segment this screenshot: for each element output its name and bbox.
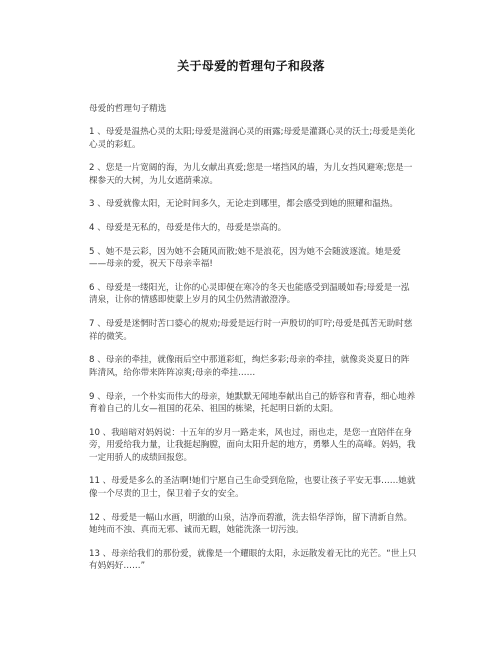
paragraph-3: 3 、母爱就像太阳，无论时间多久，无论走到哪里，都会感受到她的照耀和温热。 [89, 199, 398, 210]
document-body [89, 104, 417, 584]
paragraph-12: 12 、母爱是一幅山水画，明澈的山泉，洁净而碧澈，洗去铅华浮饰，留下清新自然。她纯而不浊、真而无邪、诚而无暇，她能洗涤一切污浊。 [89, 512, 413, 536]
paragraph-10: 10 、我暗暗对妈妈说：十五年的岁月一路走来，风也过，雨也走，是您一直陪伴在身旁，用爱给我力量，让我挺起胸膛，面向太阳升起的地方，勇攀人生的高峰。妈妈，我一定用骄人的成绩回报您。 [89, 427, 416, 463]
paragraph-11: 11 、母爱是多么的圣洁啊!她们宁愿自己生命受到危险，也要让孩子平安无事……她就像一个尽责的卫士，保卫着子女的安全。 [89, 476, 416, 499]
paragraph-5: 5 、她不是云彩，因为她不会随风而散;她不是浪花，因为她不会随波逐流。她是爱——母亲的爱，祝天下母亲幸福! [89, 246, 401, 270]
paragraph-2: 2 、您是一片宽阔的海，为儿女献出真爱;您是一堵挡风的墙，为儿女挡风避寒;您是一棵参天的大树，为儿女遮荫乘凉。 [89, 163, 413, 186]
paragraph-7: 7 、母爱是迷惘时苦口婆心的规劝;母爱是远行时一声殷切的叮咛;母爱是孤苦无助时慈祥的微笑。 [89, 319, 413, 342]
paragraph-1: 1 、母爱是温热心灵的太阳;母爱是滋润心灵的雨露;母爱是灌溉心灵的沃土;母爱是美化心灵的彩虹。 [89, 127, 416, 150]
document-title: 关于母爱的哲理句子和段落 [177, 59, 325, 73]
paragraph-8: 8 、母亲的牵挂，就像雨后空中那道彩虹，绚烂多彩;母亲的牵挂，就像炎炎夏日的阵阵清风，给你带来阵阵凉爽;母亲的牵挂…… [89, 355, 410, 378]
paragraph-4: 4 、母爱是无私的，母爱是伟大的，母爱是崇高的。 [89, 223, 287, 234]
paragraph-9: 9 、母亲，一个朴实而伟大的母亲，她默默无闻地奉献出自己的娇容和青春，细心地养育着自己的儿女—祖国的花朵、祖国的栋梁，托起明日新的太阳。 [89, 391, 416, 414]
paragraph-13: 13 、母亲给我们的那份爱，就像是一个耀眼的太阳，永远散发着无比的光芒。“世上只有妈妈好……” [89, 548, 417, 572]
section-heading: 母爱的哲理句子精选 [89, 104, 167, 114]
paragraph-6: 6 、母爱是一缕阳光，让你的心灵即便在寒冷的冬天也能感受到温暖如春;母爱是一泓清泉，让你的情感即使蒙上岁月的风尘仍然清澈澄净。 [89, 282, 410, 306]
